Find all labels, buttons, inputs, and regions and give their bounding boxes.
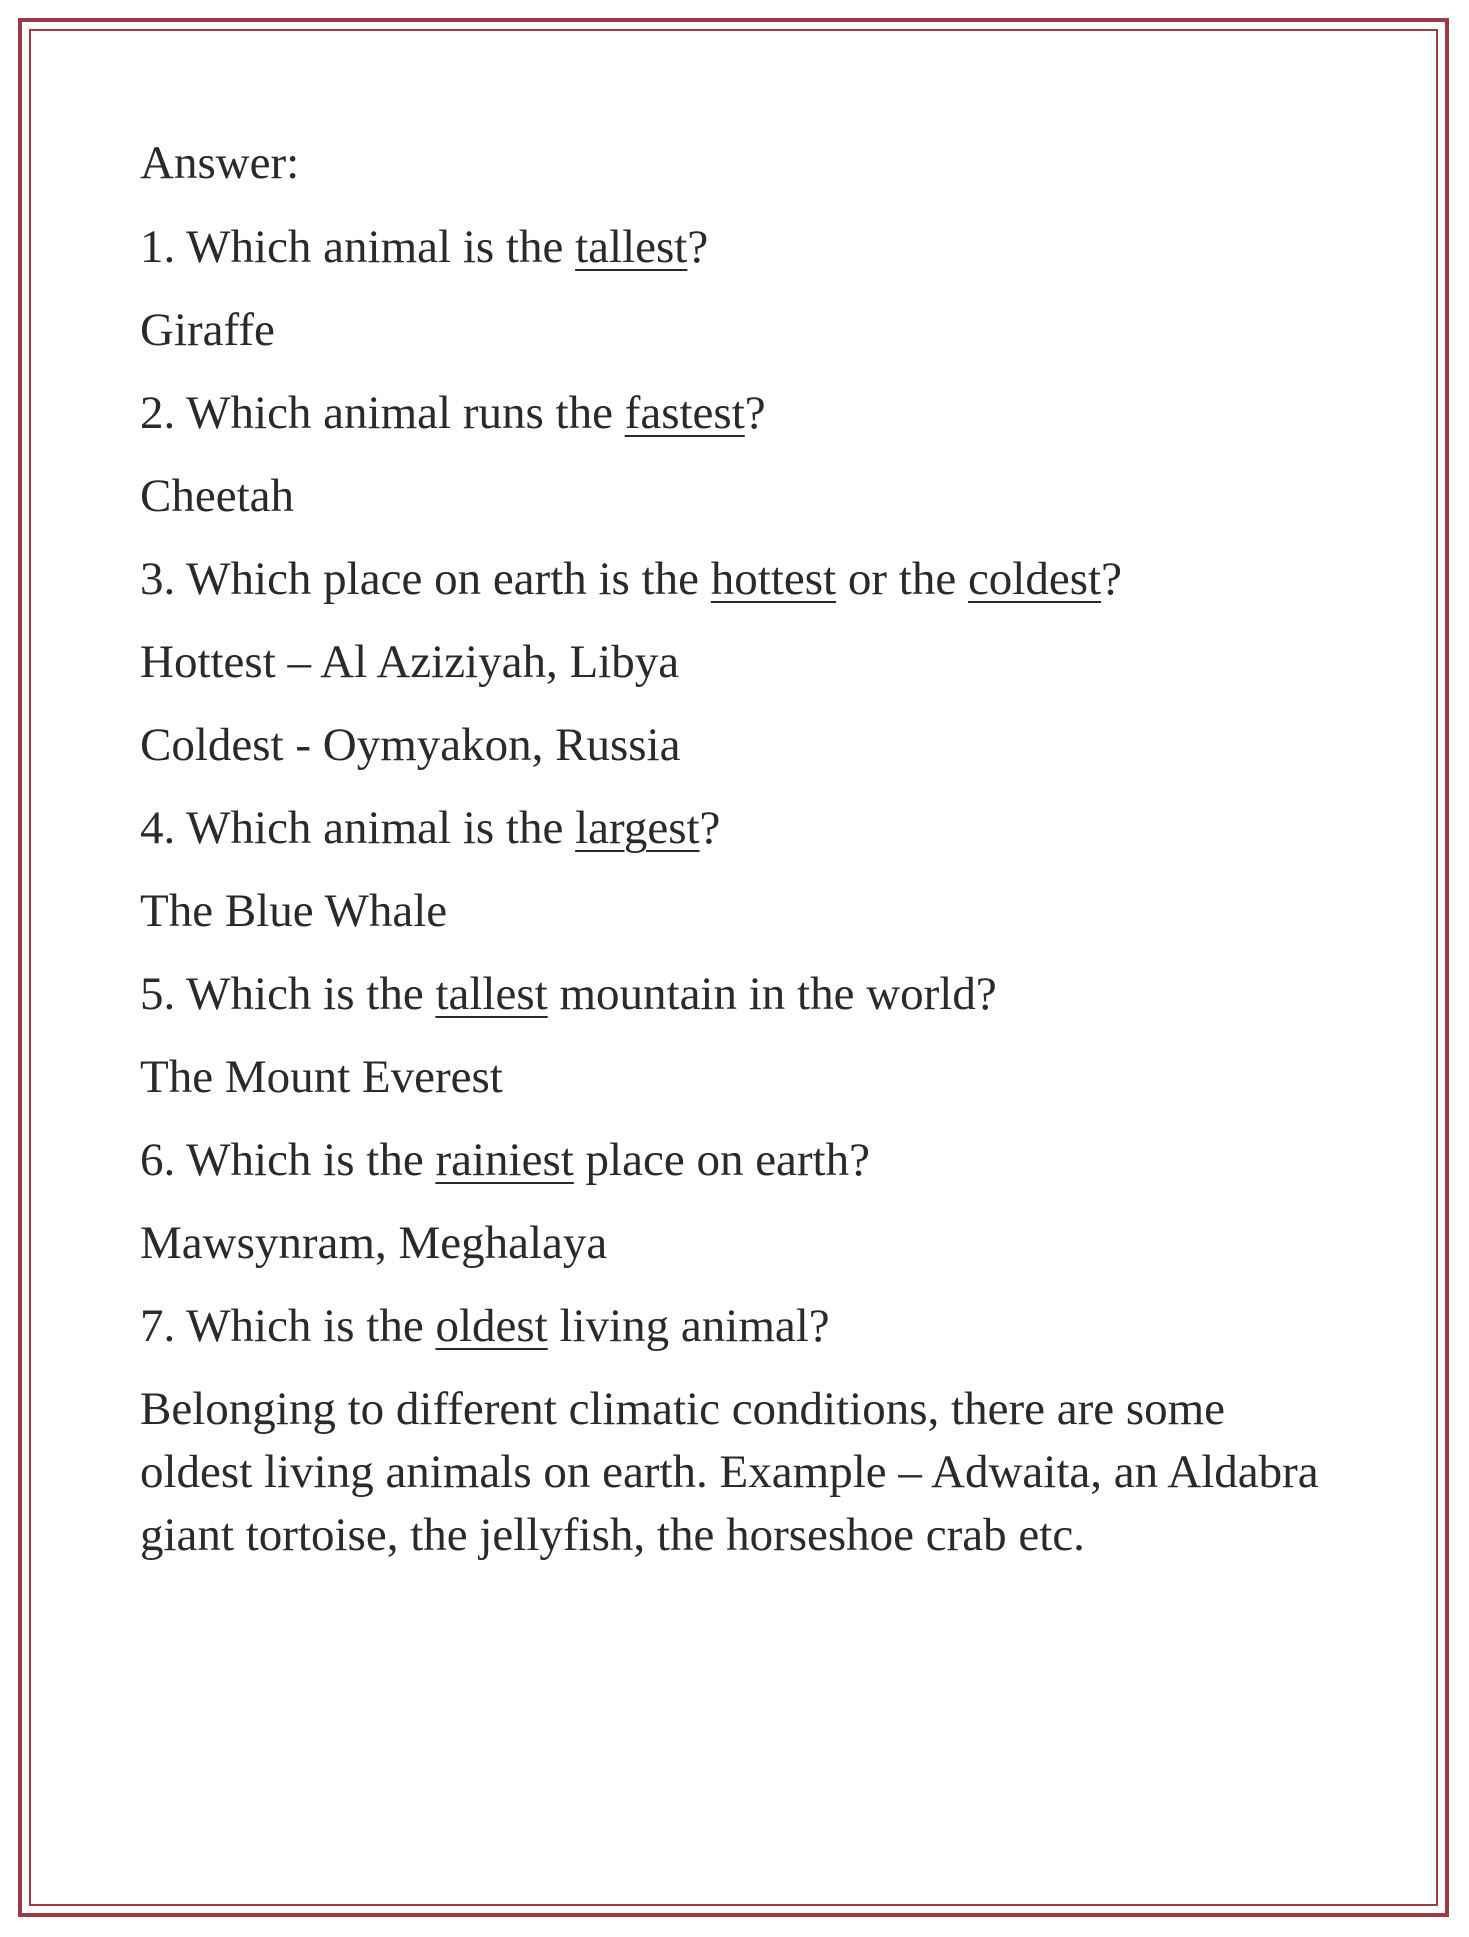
question-7: 7. Which is the oldest living animal? bbox=[140, 1300, 830, 1352]
question-2: 2. Which animal runs the fastest? bbox=[140, 387, 766, 439]
answer-4: The Blue Whale bbox=[140, 885, 448, 937]
keyword-oldest: oldest bbox=[435, 1300, 548, 1352]
keyword-largest: largest bbox=[575, 802, 700, 854]
answer-6: Mawsynram, Meghalaya bbox=[140, 1217, 608, 1269]
question-3: 3. Which place on earth is the hottest or the coldest? bbox=[140, 553, 1122, 605]
answer-1: Giraffe bbox=[140, 304, 275, 356]
question-4: 4. Which animal is the largest? bbox=[140, 802, 721, 854]
answer-3-hottest: Hottest – Al Aziziyah, Libya bbox=[140, 636, 680, 688]
question-5: 5. Which is the tallest mountain in the world? bbox=[140, 968, 997, 1020]
keyword-fastest: fastest bbox=[624, 387, 745, 439]
keyword-rainiest: rainiest bbox=[435, 1134, 574, 1186]
keyword-coldest: coldest bbox=[967, 553, 1102, 605]
document-body bbox=[140, 137, 1340, 1567]
question-6: 6. Which is the rainiest place on earth? bbox=[140, 1134, 870, 1186]
answer-2: Cheetah bbox=[140, 470, 294, 522]
answer-heading: Answer: bbox=[140, 137, 300, 189]
answer-3-coldest: Coldest - Oymyakon, Russia bbox=[140, 719, 681, 771]
keyword-hottest: hottest bbox=[710, 553, 837, 605]
answer-5: The Mount Everest bbox=[140, 1051, 503, 1103]
answer-7-paragraph: Belonging to different climatic conditions, there are some oldest living animals on earth. Example – Adwaita, an Aldabra giant tortoise, the jellyfish, the horseshoe crab etc. bbox=[140, 1383, 1319, 1561]
question-1: 1. Which animal is the tallest? bbox=[140, 221, 709, 273]
keyword-tallest: tallest bbox=[575, 221, 688, 273]
keyword-tallest-mountain: tallest bbox=[435, 968, 548, 1020]
